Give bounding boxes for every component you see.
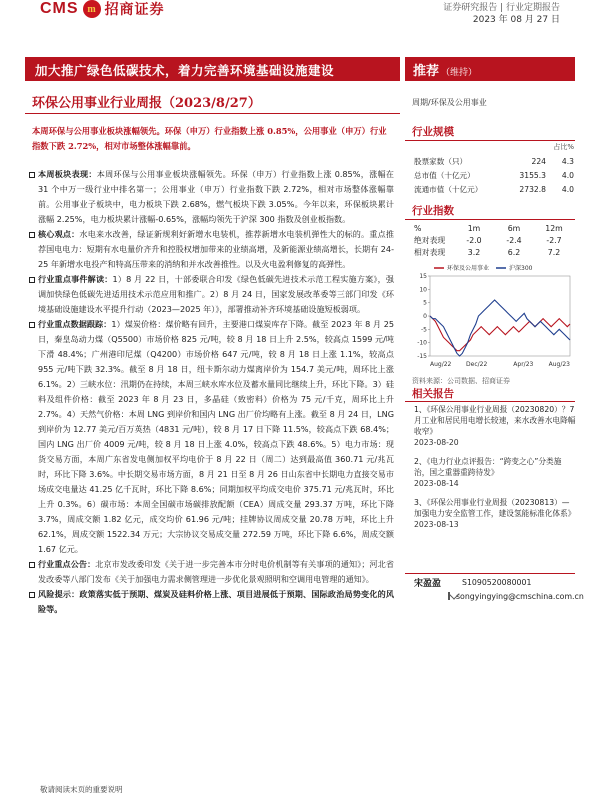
bullet-list bbox=[28, 167, 394, 617]
bullet-text: 1）煤炭价格：煤价略有回升，主要港口煤炭库存下降。截至 2023 年 8 月 25 日，秦皇岛动力煤（Q5500）市场价格 825 元/吨，较 8 月 18 日上升 2.5%，较高点 1599 元/吨下滑 48.4%；广州港印尼煤（Q4200）市场价格 647 元/吨，较 8 月 18 日上涨 1.1%，较高点 955 元/吨下跌 32.3%。截至 8 月 18 日，纽卡斯尔动力煤离岸价为 154.7 美元/吨，周环比上涨 6.1%。2）三峡水位：汛期仍在持续，本周三峡水库水位及蓄水量同比继续上升，环比下降。3）硅料及组件价格：截至 2023 年 8 月 23 日，多晶硅（致密料）价格为 75 元/千克，周环比上升 2.7%。4）天然气价格：本周 LNG 到岸价和国内 LNG 出厂价均略有上涨。截至 8 月 24 日，LNG 到岸价为 12.77 美元/百万英热（4831 元/吨），较 8 月 17 日下降 11.5%，较高点下跌 68.4%；国内 LNG 出厂价 4009 元/吨，较 8 月 18 日上涨 4.0%，较高点下跌 48.6%。5）电力市场：现货交易方面，本周广东省发电侧加权平均电价于 8 月 22 日（周二）达到最高值 360.71 元/兆瓦时，环比下降 3.6%。中长期交易市场方面，8 月 21 日至 8 月 26 日山东省中长期电力直接交易市场成交电量达 41.25 亿千瓦时，环比下降 8.6%；同期加权平均成交电价 375.71 元/兆瓦时，环比上升 0.3%。6）碳市场：本周全国碳市场碳排放配额（CEA）周成交量 293.37 万吨，环比下降 3.7%，周成交额 1.82 亿元，成交均价 61.96 元/吨；挂牌协议周成交量 20.78 万吨，环比上升 62.1%，周成交额 1522.34 万元；大宗协议交易成交量 272.59 万吨，环比下降 6.6%，周成交额 1.67 亿元。 bbox=[38, 319, 394, 554]
bullet-label: 风险提示： bbox=[38, 589, 80, 599]
related-report-date: 2023-08-14 bbox=[414, 479, 459, 488]
report-subtitle: 环保公用事业行业周报（2023/8/27） bbox=[32, 96, 261, 111]
rating-label bbox=[413, 60, 477, 79]
analyst-name: 宋盈盈 bbox=[414, 578, 442, 589]
chart-y-tick-label: 10 bbox=[419, 286, 427, 294]
performance-title: 行业指数 bbox=[412, 205, 454, 217]
performance-row bbox=[414, 246, 574, 258]
related-report-item[interactable] bbox=[414, 497, 576, 530]
related-divider bbox=[405, 401, 575, 402]
report-summary: 本周环保与公用事业板块涨幅领先。环保（申万）行业指数上涨 0.85%，公用事业（申万）行业指数下跌 2.72%，相对市场整体涨幅靠前。 bbox=[32, 126, 387, 151]
chart-x-tick-label: Apr/23 bbox=[513, 361, 534, 368]
rating-value: 推荐 bbox=[413, 64, 440, 79]
related-report-item[interactable] bbox=[414, 404, 576, 448]
performance-row bbox=[414, 234, 574, 246]
bullet-label: 行业重点事件解读： bbox=[38, 274, 113, 284]
logo-badge-icon: m bbox=[83, 0, 101, 18]
perf-cell: 3.2 bbox=[467, 247, 481, 257]
analyst-row bbox=[414, 575, 576, 589]
logo-company-name: 招商证券 bbox=[104, 2, 165, 18]
bullet-announcements bbox=[28, 557, 394, 587]
bullet-text: 水电来水改善，绿证新规利好新增水电装机，推荐新增水电装机弹性大的标的。重点推荐国电电力：短期有水电量价齐升和控股权增加带来的业绩高增，及新能源业绩高增长，长期有 24-25 年新增水电投产和特高压带来的消纳和并水改善推性。以及火电盈利修复的高弹性。 bbox=[38, 229, 394, 269]
performance-table bbox=[414, 222, 574, 258]
scale-value: 2732.8 bbox=[519, 184, 546, 194]
chart-y-tick-label: -5 bbox=[421, 326, 427, 334]
bullet-text: 1）8 月 22 日，十部委联合印发《绿色低碳先进技术示范工程实施方案》，强调加快绿色低碳先进适用技术示范应用和推广。2）8 月 24 日，国家发展改革委等三部门印发《环境基础设施建设水平提升行动（2023—2025 年）》，部署推动补齐环境基础设施短板弱项。 bbox=[38, 274, 394, 314]
report-type: 证券研究报告 | 行业定期报告 bbox=[443, 3, 560, 13]
chart-series-line-sector bbox=[430, 316, 570, 351]
related-report-title: 3、《环保公用事业行业周报（20230813）—加强电力安全监管工作，建设氢能标准化体系》 bbox=[414, 498, 576, 518]
related-report-item[interactable] bbox=[414, 456, 576, 489]
chart-x-tick-label: Aug/22 bbox=[430, 361, 452, 368]
bullet-label: 行业重点公告： bbox=[38, 559, 96, 569]
chart-legend-label: 沪深300 bbox=[509, 265, 533, 272]
bullet-sector-performance bbox=[28, 167, 394, 227]
report-date: 2023 年 08 月 27 日 bbox=[472, 15, 560, 25]
analyst-block bbox=[414, 575, 584, 603]
bullet-data-tracking bbox=[28, 317, 394, 557]
scale-row bbox=[414, 182, 574, 196]
scale-row bbox=[414, 154, 574, 168]
scale-name: 总市值（十亿元） bbox=[414, 170, 475, 180]
related-reports bbox=[414, 404, 576, 538]
email-icon bbox=[448, 592, 450, 600]
bullet-key-events bbox=[28, 272, 394, 317]
related-title: 相关报告 bbox=[412, 388, 454, 400]
page-footer: 敬请阅读末页的重要说明 bbox=[40, 785, 123, 794]
logo-cms-text: CMS bbox=[40, 0, 79, 17]
cms-logo bbox=[40, 0, 165, 18]
bullet-core-view bbox=[28, 227, 394, 272]
perf-cell: 相对表现 bbox=[414, 247, 446, 257]
subtitle-divider bbox=[25, 113, 400, 114]
scale-table bbox=[414, 142, 574, 196]
bullet-text: 北京市发改委印发《关于进一步完善本市分时电价机制等有关事项的通知》；河北省发改委等八部门发布《关于加强电力需求侧管理进一步优化景观照明和空调用电管理的通知》。 bbox=[38, 559, 394, 584]
bullet-risk-warning bbox=[28, 587, 394, 617]
page-header bbox=[0, 0, 600, 28]
report-title: 加大推广绿色低碳技术，着力完善环境基础设施建设 bbox=[35, 63, 335, 78]
scale-pct: 4.0 bbox=[561, 184, 574, 194]
perf-header: 1m bbox=[467, 223, 481, 233]
analyst-email-row[interactable] bbox=[414, 589, 584, 603]
perf-cell: 6.2 bbox=[507, 247, 521, 257]
scale-pct: 4.3 bbox=[561, 156, 574, 166]
chart-legend-label: 环保及公用事业 bbox=[447, 265, 490, 272]
bullet-text: 本周环保与公用事业板块涨幅领先。环保（申万）行业指数上涨 0.85%，涨幅在 31 个中万一级行业中排名第一；公用事业（申万）行业指数下跌 2.72%，相对市场整体涨幅靠前。公用事业子板块中，电力板块下跌 2.68%，燃气板块下跌 3.05%。今年以来，环保板块累计涨幅 2.25%，电力板块累计涨幅-0.65%，涨幅均领先于沪深 300 指数及创业板指数。 bbox=[38, 169, 394, 224]
chart-x-tick-label: Dec/22 bbox=[466, 361, 488, 368]
perf-cell: 绝对表现 bbox=[414, 235, 446, 245]
analyst-divider bbox=[405, 573, 575, 574]
rating-sub: （维持） bbox=[441, 68, 478, 78]
perf-header: % bbox=[414, 223, 422, 233]
perf-header: 12m bbox=[545, 223, 563, 233]
perf-cell: -2.0 bbox=[466, 235, 482, 245]
scale-name: 流通市值（十亿元） bbox=[414, 184, 483, 194]
analyst-email[interactable]: songyingying@cmschina.com.cn bbox=[456, 591, 584, 601]
perf-cell: -2.4 bbox=[506, 235, 522, 245]
perf-cell: -2.7 bbox=[546, 235, 562, 245]
related-report-title: 1、《环保公用事业行业周报（20230820）？7 月工业和居民用电增长较速，来水改善水电降幅收窄》 bbox=[414, 405, 576, 436]
chart-y-tick-label: 15 bbox=[419, 273, 427, 280]
title-banner bbox=[25, 57, 400, 81]
chart-x-tick-label: Aug/23 bbox=[548, 361, 570, 368]
chart-plot-frame bbox=[430, 276, 570, 356]
related-report-title: 2、《电力行业点评报告：“跨变之心”分类施治，国之重器重跨待发》 bbox=[414, 457, 562, 477]
industry-category: 周期/环保及公用事业 bbox=[412, 98, 487, 107]
scale-value: 224 bbox=[531, 156, 546, 166]
chart-y-tick-label: -10 bbox=[417, 339, 427, 347]
scale-value: 3155.3 bbox=[519, 170, 546, 180]
scale-row bbox=[414, 168, 574, 182]
bullet-label: 行业重点数据跟踪： bbox=[38, 319, 112, 329]
analyst-id: S1090520080001 bbox=[462, 577, 532, 587]
scale-pct: 4.0 bbox=[561, 170, 574, 180]
chart-source: 资料来源：公司数据、招商证券 bbox=[412, 377, 510, 385]
bullet-label: 核心观点： bbox=[38, 229, 80, 239]
related-report-date: 2023-08-13 bbox=[414, 520, 459, 529]
scale-name: 股票家数（只） bbox=[414, 156, 468, 166]
performance-header-row bbox=[414, 222, 574, 234]
scale-divider bbox=[405, 140, 575, 141]
chart-y-tick-label: 5 bbox=[423, 299, 427, 307]
bullet-label: 本周板块表现： bbox=[38, 169, 97, 179]
performance-divider bbox=[405, 219, 575, 220]
chart-y-tick-label: 0 bbox=[423, 313, 427, 320]
chart-y-tick-label: -15 bbox=[417, 353, 427, 360]
scale-header: 占比% bbox=[553, 143, 574, 151]
performance-chart bbox=[410, 260, 575, 375]
chart-series-line-csi300 bbox=[430, 300, 570, 356]
perf-cell: 7.2 bbox=[547, 247, 561, 257]
scale-title: 行业规模 bbox=[412, 126, 454, 138]
rating-banner bbox=[405, 57, 575, 81]
related-report-date: 2023-08-20 bbox=[414, 438, 459, 447]
bullet-text: 政策落实低于预期、煤炭及硅料价格上涨、项目进展低于预期、国际政治局势变化的风险等。 bbox=[38, 589, 394, 614]
perf-header: 6m bbox=[507, 223, 521, 233]
